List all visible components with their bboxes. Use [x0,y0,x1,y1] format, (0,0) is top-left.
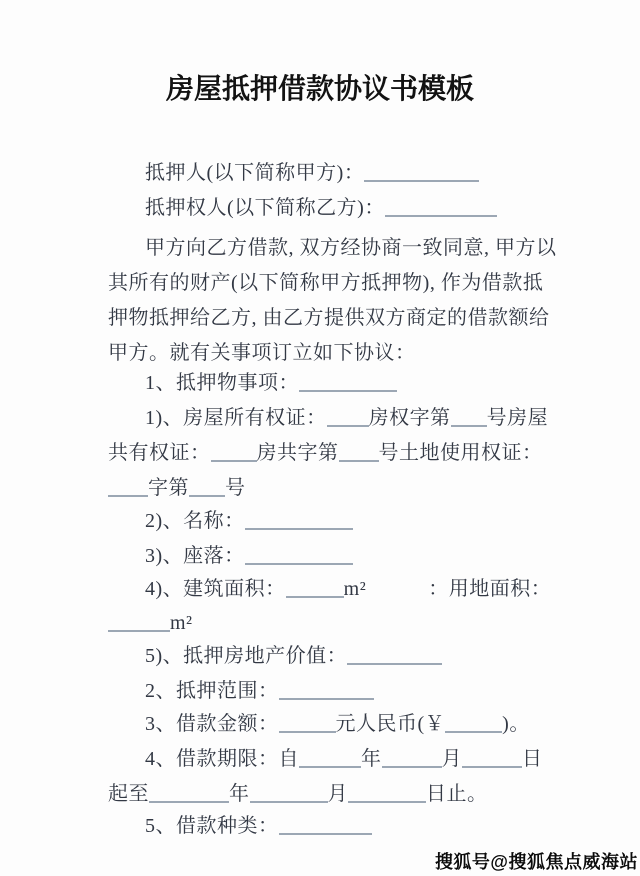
doc-text: 押物抵押给乙方, 由乙方提供双方商定的借款额给 [108,307,550,329]
fill-in-blank [451,411,487,427]
fill-in-blank [245,549,353,565]
doc-text: 2)、名称： [145,510,245,532]
doc-text: m² [170,612,193,634]
doc-text: 年 [229,783,250,805]
doc-text: m² [343,578,367,600]
doc-text: 4)、建筑面积： [145,578,286,600]
fill-in-blank [462,752,522,768]
fill-in-blank [339,446,379,462]
doc-text: 3、借款金额： [145,713,279,735]
fill-in-blank [108,481,148,497]
doc-text: 抵押人(以下简称甲方)： [145,162,365,184]
doc-text: 号房屋 [486,407,549,429]
doc-text: 1)、房屋所有权证： [145,407,327,429]
fill-in-blank [299,376,397,392]
doc-text: 甲方向乙方借款, 双方经协商一致同意, 甲方以 [145,237,557,259]
fill-in-blank [108,616,170,632]
doc-line [145,233,557,263]
fill-in-blank [279,819,372,835]
doc-text: 年 [361,748,382,770]
doc-text: 房共字第 [256,442,339,464]
fill-in-blank [245,514,353,530]
fill-in-blank [286,582,344,598]
fill-in-blank [445,717,502,733]
doc-line [108,303,550,333]
doc-text: 元人民币(￥ [335,713,446,735]
doc-text: ：用地面积： [428,578,552,600]
doc-text: 起至 [108,783,149,805]
doc-line [145,403,548,433]
doc-line [108,779,488,809]
doc-line [108,438,543,468]
fill-in-blank [189,481,225,497]
fill-in-blank [327,411,369,427]
doc-line [145,158,479,188]
doc-text: 月 [441,748,462,770]
fill-in-blank [299,752,361,768]
doc-line [145,744,543,774]
doc-text: 号土地使用权证： [378,442,543,464]
doc-text: 甲方。就有关事项订立如下协议： [108,342,416,364]
doc-text: 号 [225,477,246,499]
doc-text: 4、借款期限：自 [145,748,299,770]
doc-text: 房权字第 [368,407,451,429]
doc-text: 共有权证： [108,442,211,464]
doc-text: 5)、抵押房地产价值： [145,645,348,667]
doc-line [145,641,442,671]
fill-in-blank [149,787,229,803]
doc-line [108,473,246,503]
doc-line [145,574,551,604]
sohu-watermark: 搜狐号@搜狐焦点威海站 [434,852,638,872]
doc-line [145,541,353,571]
fill-in-blank [211,446,257,462]
doc-text: 抵押权人(以下简称乙方)： [145,197,385,219]
fill-in-blank [279,684,374,700]
fill-in-blank [364,166,479,182]
doc-line [108,338,416,368]
doc-line [145,506,353,536]
doc-text: 3)、座落： [145,545,245,567]
doc-text: 字第 [148,477,189,499]
doc-text: )。 [502,713,530,735]
doc-line [108,608,193,638]
doc-text: 5、借款种类： [145,815,279,837]
doc-line [145,368,397,398]
fill-in-blank [250,787,328,803]
fill-in-blank [382,752,442,768]
doc-line [145,193,497,223]
spacer [366,591,428,595]
doc-line [108,268,543,298]
fill-in-blank [348,787,426,803]
doc-text: 日 [522,748,543,770]
doc-line [145,811,372,841]
doc-text: 日止。 [426,783,488,805]
doc-text: 月 [327,783,348,805]
fill-in-blank [385,201,497,217]
document-title: 房屋抵押借款协议书模板 [165,73,474,104]
doc-text: 2、抵押范围： [145,680,279,702]
fill-in-blank [347,649,442,665]
doc-text: 其所有的财产(以下简称甲方抵押物), 作为借款抵 [108,272,544,294]
fill-in-blank [279,717,336,733]
doc-text: 1、抵押物事项： [145,372,299,394]
doc-line [145,709,530,739]
doc-line [145,676,374,706]
